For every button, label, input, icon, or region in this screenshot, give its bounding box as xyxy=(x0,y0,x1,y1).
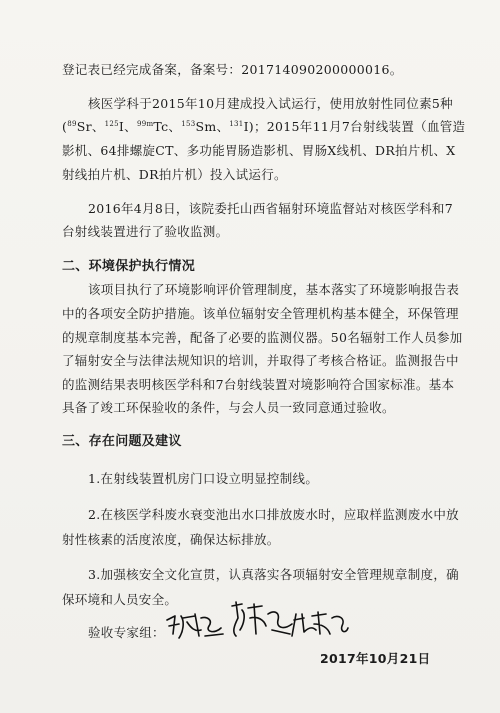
isotope-list-line xyxy=(62,119,465,135)
section-heading: 三、存在问题及建议 xyxy=(62,434,182,449)
text-line: 保环境和人员安全。 xyxy=(62,592,178,607)
text-fragment: Sr、 xyxy=(76,119,105,134)
text-line: 射性核素的活度浓度，确保达标排放。 xyxy=(62,532,280,547)
text-fragment: I)；2015年11月7台射线装置（血管造 xyxy=(243,119,466,134)
text-line: 2016年4月8日，该院委托山西省辐射环境监督站对核医学科和7 xyxy=(88,201,453,216)
expert-group-label: 验收专家组： xyxy=(88,625,165,640)
signature-1 xyxy=(165,610,225,646)
text-line: 中的各项安全防护措施。该单位辐射安全管理机构基本健全，环保管理 xyxy=(62,306,459,321)
signature-3 xyxy=(290,610,350,644)
text-line: 射线拍片机、DR拍片机）投入试运行。 xyxy=(62,167,287,182)
text-fragment: Tc、 xyxy=(153,119,182,134)
text-line: 了辐射安全与法律法规知识的培训，并取得了考核合格证。监测报告中 xyxy=(62,353,459,368)
mass-number: 153 xyxy=(181,120,196,128)
document-date: 2017年10月21日 xyxy=(320,651,431,666)
text-line: 台射线装置进行了验收监测。 xyxy=(62,224,229,239)
text-line: 2.在核医学科废水衰变池出水口排放废水时，应取样监测废水中放 xyxy=(88,507,459,522)
text-line: 具备了竣工环保验收的条件，与会人员一致同意通过验收。 xyxy=(62,400,395,415)
text-line: 该项目执行了环境影响评价管理制度，基本落实了环境影响报告表 xyxy=(88,282,460,297)
text-line: 登记表已经完成备案，备案号：201714090200000016。 xyxy=(62,62,403,77)
text-line: 的监测结果表明核医学科和7台射线装置对境影响符合国家标准。基本 xyxy=(62,377,455,392)
text-line: 核医学科于2015年10月建成投入试运行，使用放射性同位素5种 xyxy=(88,96,453,111)
text-line: 的规章制度基本完善，配备了必要的监测仪器。50名辐射工作人员参加 xyxy=(62,330,463,345)
signature-2 xyxy=(228,600,296,646)
mass-number: 89 xyxy=(67,120,77,128)
text-line: 3.加强核安全文化宣贯，认真落实各项辐射安全管理规章制度，确 xyxy=(88,567,459,582)
text-line: 1.在射线装置机房门口设立明显控制线。 xyxy=(88,471,319,486)
text-fragment: Sm、 xyxy=(195,119,230,134)
mass-number: 99m xyxy=(136,120,154,128)
text-fragment: I、 xyxy=(118,119,137,134)
text-line: 影机、64排螺旋CT、多功能胃肠造影机、胃肠X线机、DR拍片机、X xyxy=(62,143,456,158)
section-heading: 二、环境保护执行情况 xyxy=(62,259,196,274)
text-fragment: ( xyxy=(62,119,68,134)
mass-number: 125 xyxy=(104,120,119,128)
mass-number: 131 xyxy=(229,120,244,128)
